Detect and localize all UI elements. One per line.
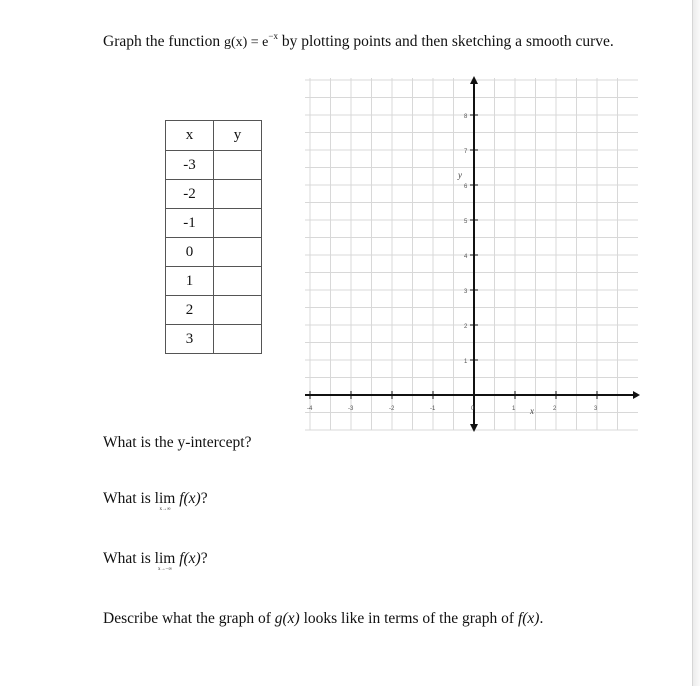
table-row <box>166 151 262 180</box>
table-row <box>166 209 262 238</box>
table-header-x: x <box>166 121 214 151</box>
y-axis-arrow-down <box>470 424 478 432</box>
y-tick-label: 6 <box>464 184 468 190</box>
prompt-before: Graph the function <box>103 33 224 50</box>
y-cell[interactable] <box>214 296 262 325</box>
limit-expression: lim x→∞ <box>154 490 176 512</box>
y-tick-label: 4 <box>464 254 468 260</box>
y-cell[interactable] <box>214 180 262 209</box>
x-tick-label: -3 <box>348 406 354 412</box>
x-tick-label: 0 <box>471 406 475 412</box>
table-row <box>166 238 262 267</box>
y-tick-label: 2 <box>464 324 468 330</box>
limit-expression: lim x→−∞ <box>154 550 176 572</box>
y-tick-label: 5 <box>464 219 468 225</box>
problem-prompt <box>103 26 623 53</box>
table-row <box>166 325 262 354</box>
table-row <box>166 180 262 209</box>
x-cell: -3 <box>166 151 214 180</box>
table-header-y: y <box>214 121 262 151</box>
x-cell: 0 <box>166 238 214 267</box>
values-table <box>165 120 262 354</box>
y-cell[interactable] <box>214 267 262 296</box>
y-cell[interactable] <box>214 209 262 238</box>
y-cell[interactable] <box>214 151 262 180</box>
y-tick-label: 1 <box>464 359 468 365</box>
y-tick-label: 3 <box>464 289 468 295</box>
x-cell: -1 <box>166 209 214 238</box>
table-row <box>166 296 262 325</box>
x-tick-label: 3 <box>594 406 598 412</box>
question-limit-positive: What is lim x→∞ f(x)? <box>103 490 208 512</box>
x-tick-label: 2 <box>553 406 557 412</box>
question-y-intercept: What is the y-intercept? <box>103 434 252 451</box>
x-tick-label: 1 <box>512 406 516 412</box>
y-tick-labels <box>464 114 478 365</box>
coordinate-grid[interactable] <box>300 70 645 440</box>
table-header-row <box>166 121 262 151</box>
question-limit-negative: What is lim x→−∞ f(x)? <box>103 550 208 572</box>
question-describe-graph: Describe what the graph of g(x) looks like in terms of the graph of f(x). <box>103 610 544 627</box>
prompt-after: by plotting points and then sketching a smooth curve. <box>277 33 614 50</box>
grid-lines <box>305 78 638 430</box>
y-cell[interactable] <box>214 325 262 354</box>
y-cell[interactable] <box>214 238 262 267</box>
y-axis-label: y <box>458 170 462 180</box>
x-axis-arrow <box>633 391 640 399</box>
y-tick-label: 7 <box>464 149 468 155</box>
table-row <box>166 267 262 296</box>
page-shadow <box>693 0 700 686</box>
x-tick-label: -1 <box>430 406 436 412</box>
x-axis-label: x <box>530 406 534 416</box>
y-tick-label: 8 <box>464 114 468 120</box>
x-tick-label: -4 <box>307 406 313 412</box>
x-cell: -2 <box>166 180 214 209</box>
x-cell: 2 <box>166 296 214 325</box>
x-tick-label: -2 <box>389 406 395 412</box>
x-cell: 1 <box>166 267 214 296</box>
x-cell: 3 <box>166 325 214 354</box>
function-expression: $g(x) = e^{-x}$ <box>223 31 278 50</box>
